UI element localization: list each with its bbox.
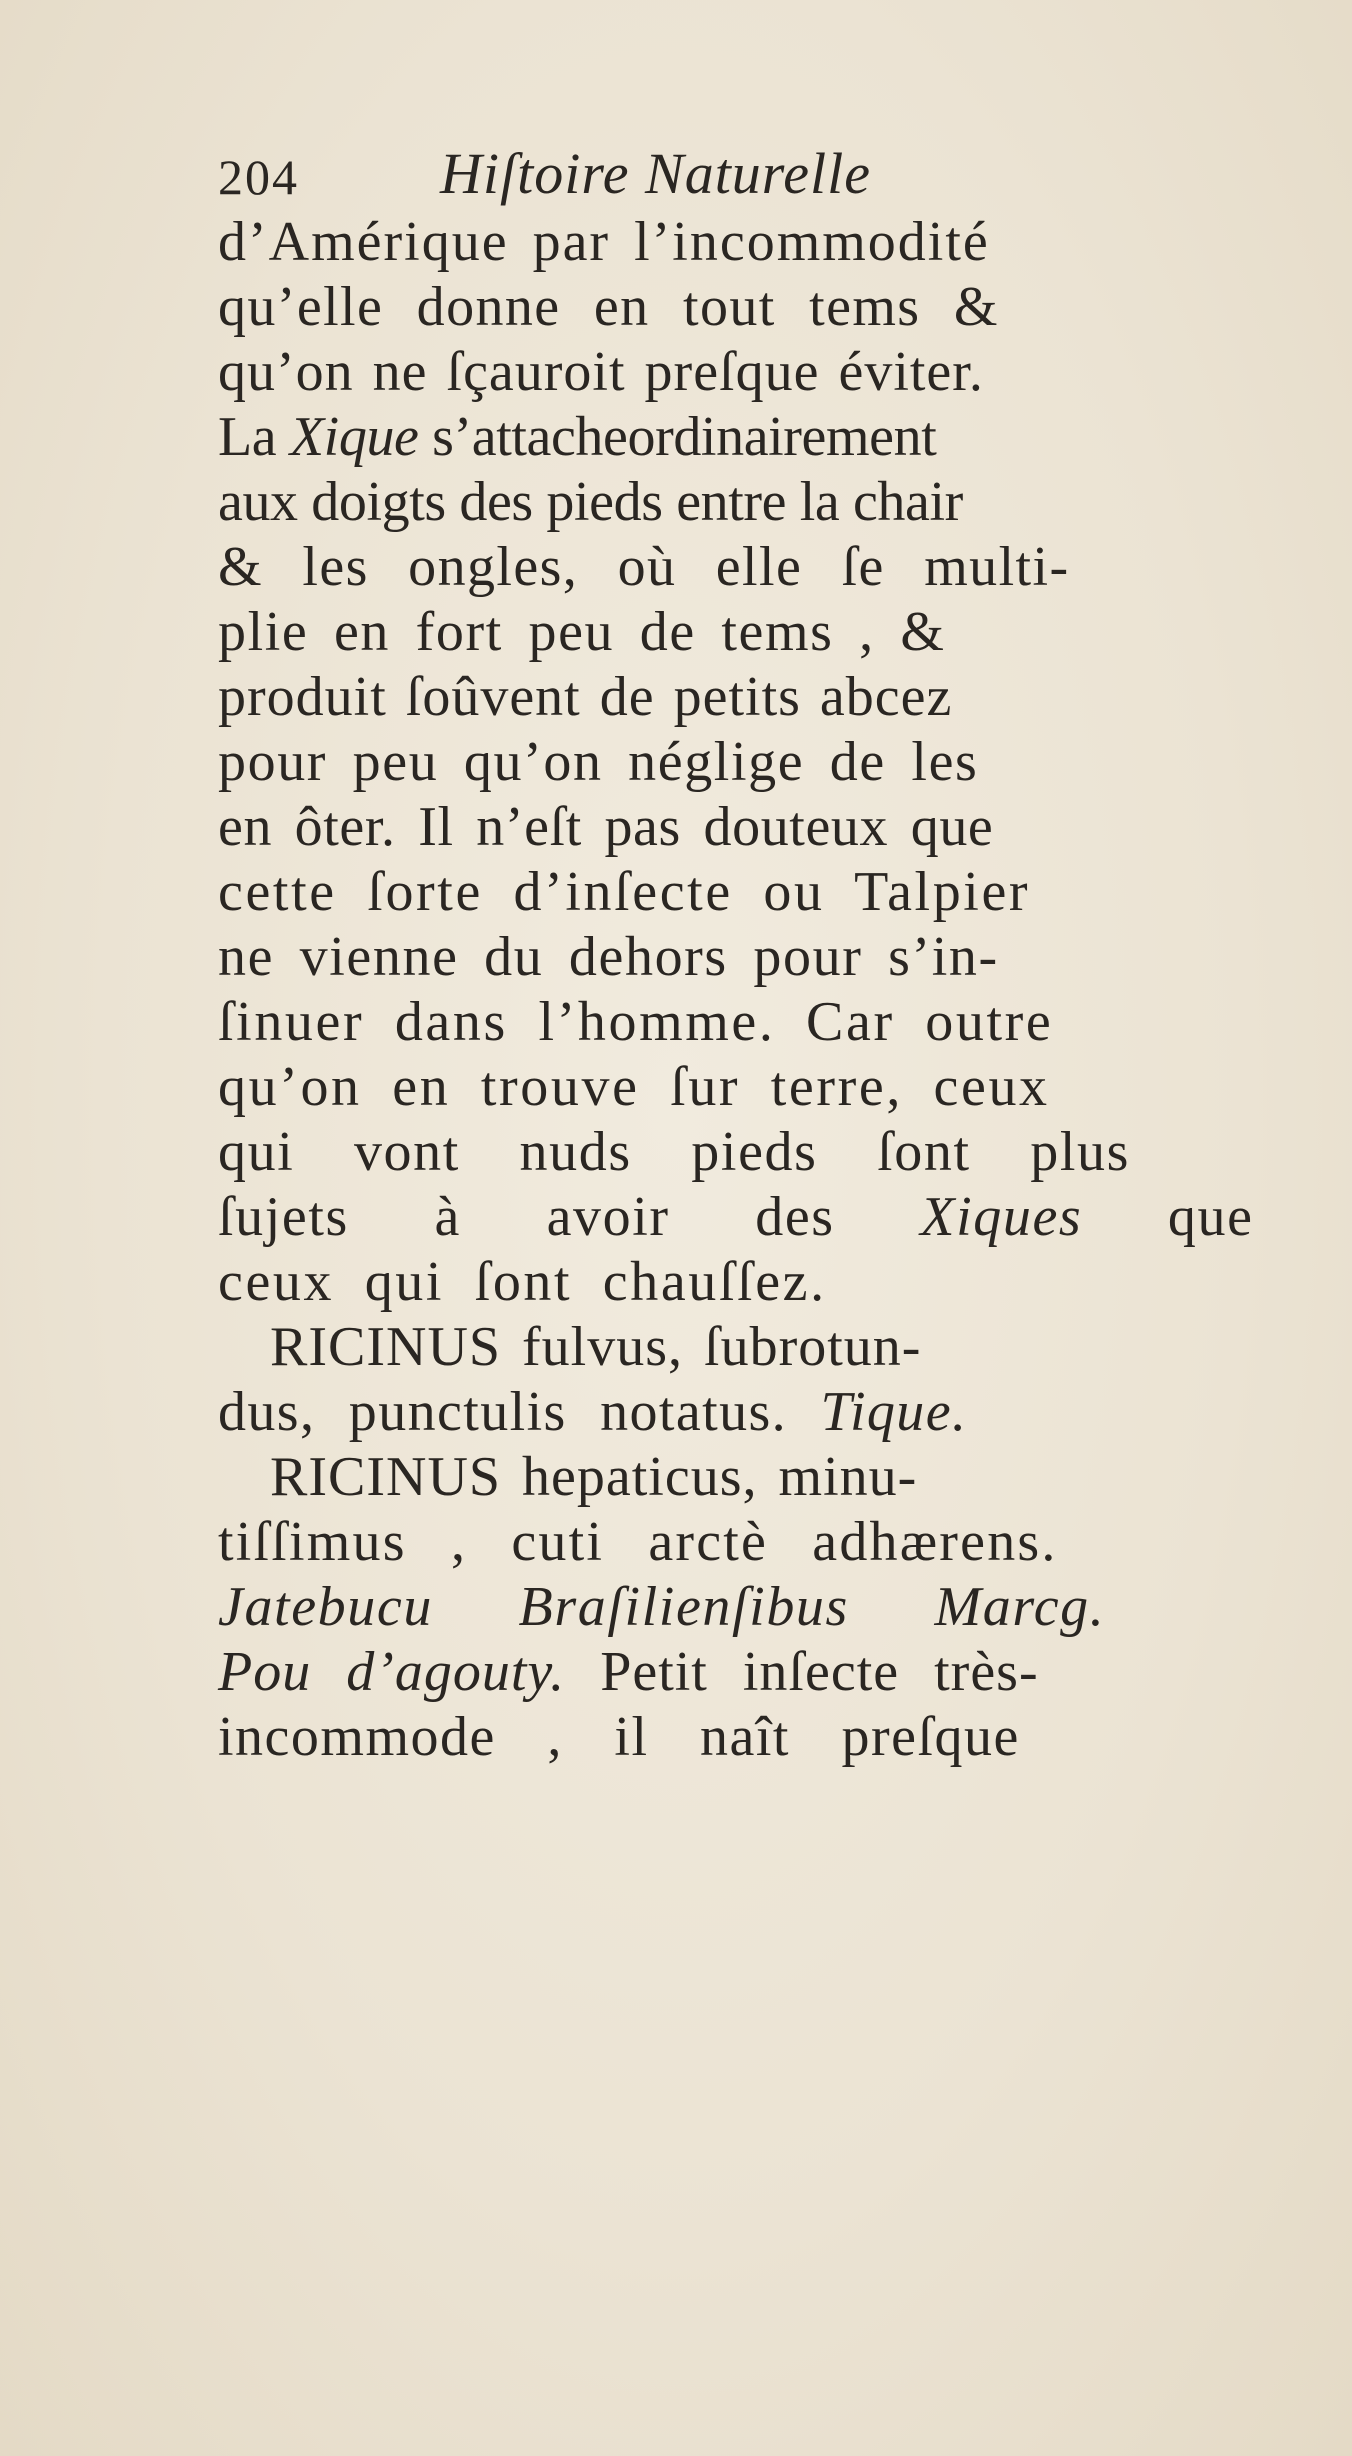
text-line: ceux qui ſont chauſſez. bbox=[218, 1251, 827, 1313]
text-line: ſujets à avoir des Xiques que bbox=[218, 1186, 1254, 1248]
running-title: Hiſtoire Naturelle bbox=[440, 141, 871, 206]
text-line: qu’on ne ſçauroit preſque éviter. bbox=[218, 341, 984, 403]
text-line: pour peu qu’on néglige de les bbox=[218, 731, 979, 793]
page-header bbox=[218, 140, 1118, 210]
italic-term: Pou d’agouty. bbox=[218, 1641, 566, 1703]
text-line: cette ſorte d’inſecte ou Talpier bbox=[218, 861, 1031, 923]
page-number: 204 bbox=[218, 149, 299, 205]
text-line: qu’elle donne en tout tems & bbox=[218, 276, 999, 338]
text-line: qu’on en trouve ſur terre, ceux bbox=[218, 1056, 1050, 1118]
text-line: tiſſimus , cuti arctè adhærens. bbox=[218, 1511, 1058, 1573]
text-line: qui vont nuds pieds ſont plus bbox=[218, 1121, 1130, 1183]
text-line: aux doigts des pieds entre la chair bbox=[218, 471, 963, 533]
text-line: produit ſoûvent de petits abcez bbox=[218, 666, 953, 728]
text-line-italic: Jatebucu Braſilienſibus Marcg. bbox=[218, 1576, 1106, 1638]
text-line: Pou d’agouty. Petit inſecte très- bbox=[218, 1641, 1039, 1703]
italic-term: Tique. bbox=[820, 1381, 968, 1443]
body-text bbox=[218, 210, 1254, 1770]
text-line: plie en fort peu de tems , & bbox=[218, 601, 946, 663]
text-line: d’Amérique par l’incommodité bbox=[218, 211, 990, 273]
italic-term: Xique bbox=[289, 406, 419, 468]
text-line: & les ongles, où elle ſe multi- bbox=[218, 536, 1070, 598]
text-line: incommode , il naît preſque bbox=[218, 1706, 1020, 1768]
text-line: RICINUS hepaticus, minu- bbox=[270, 1446, 918, 1508]
text-line: RICINUS fulvus, ſubrotun- bbox=[270, 1316, 922, 1378]
text-line: dus, punctulis notatus. Tique. bbox=[218, 1381, 968, 1443]
text-line: en ôter. Il n’eſt pas douteux que bbox=[218, 796, 994, 858]
italic-term: Xiques bbox=[920, 1186, 1083, 1248]
text-line: ſinuer dans l’homme. Car outre bbox=[218, 991, 1054, 1053]
text-line: La Xique s’attacheordinairement bbox=[218, 406, 937, 468]
text-line: ne vienne du dehors pour s’in- bbox=[218, 926, 999, 988]
